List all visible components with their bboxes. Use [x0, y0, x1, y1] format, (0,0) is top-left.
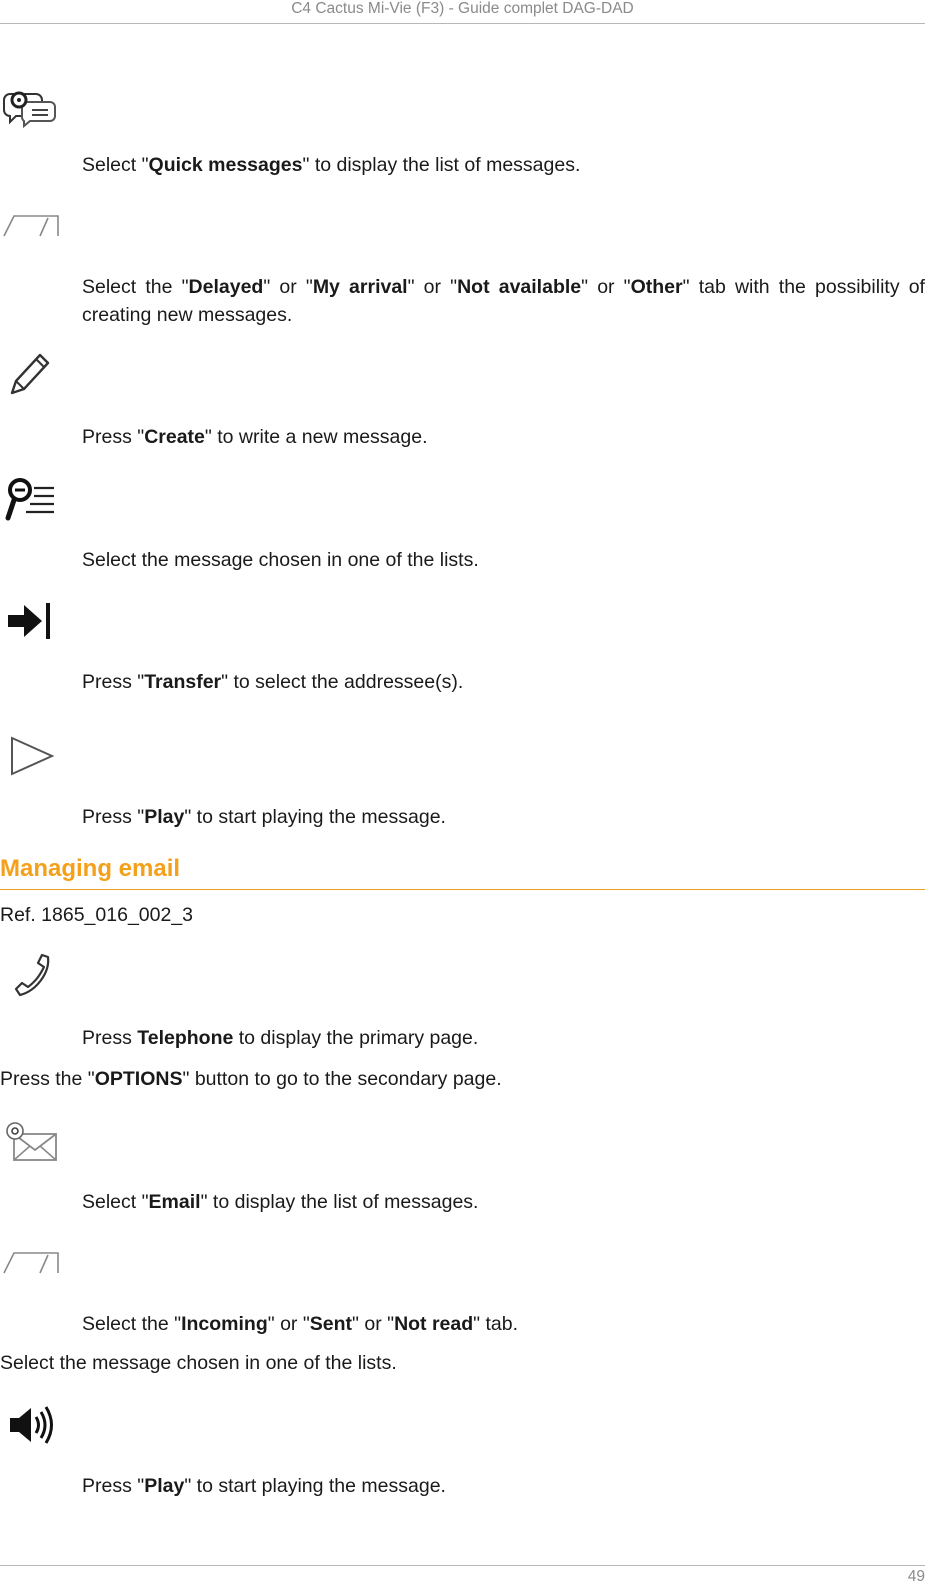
pencil-icon [2, 349, 60, 399]
step-select-message: Select the message chosen in one of the lists. [82, 549, 479, 571]
header-title: C4 Cactus Mi-Vie (F3) - Guide complet DAG-DAD [291, 0, 634, 17]
play-icon [2, 732, 60, 782]
options-label: OPTIONS [94, 1068, 183, 1090]
sent-label: Sent [309, 1313, 353, 1335]
page-number: 49 [907, 1568, 925, 1585]
step-email-select-message: Select the message chosen in one of the lists. [0, 1352, 397, 1374]
step-play: Press "Play" to start playing the message. [82, 806, 446, 828]
step-email: Select "Email" to display the list of messages. [82, 1191, 479, 1213]
tab-icon [2, 206, 60, 256]
footer-divider [0, 1565, 925, 1566]
page-header [0, 0, 925, 24]
step-select-tab: Select the "Delayed" or "My arrival" or "Not available" or "Other" tab with the possibility of creating new messages. [82, 276, 925, 326]
quick-messages-label: Quick messages [148, 154, 303, 176]
delayed-label: Delayed [188, 276, 264, 298]
email-play-label: Play [144, 1475, 185, 1497]
step-quick-messages: Select "Quick messages" to display the list of messages. [82, 154, 581, 176]
my-arrival-label: My arrival [312, 276, 408, 298]
create-label: Create [144, 426, 205, 448]
reference-number: Ref. 1865_016_002_3 [0, 904, 194, 926]
not-read-label: Not read [394, 1313, 474, 1335]
telephone-icon [2, 951, 60, 1001]
tab-icon [2, 1243, 60, 1293]
not-available-label: Not available [457, 276, 582, 298]
quick-messages-icon [2, 82, 60, 132]
section-title-managing-email: Managing email [0, 852, 925, 890]
transfer-icon [2, 597, 60, 647]
step-email-tab: Select the "Incoming" or "Sent" or "Not read" tab. [82, 1313, 519, 1335]
email-label: Email [148, 1191, 201, 1213]
incoming-label: Incoming [181, 1313, 268, 1335]
step-telephone: Press Telephone to display the primary page. [82, 1027, 479, 1049]
step-create: Press "Create" to write a new message. [82, 426, 428, 448]
email-icon [2, 1118, 60, 1168]
step-options: Press the "OPTIONS" button to go to the secondary page. [0, 1068, 502, 1090]
transfer-label: Transfer [144, 671, 222, 693]
speaker-icon [2, 1400, 60, 1450]
select-list-icon [2, 474, 60, 524]
step-email-play: Press "Play" to start playing the message. [82, 1475, 446, 1497]
step-transfer: Press "Transfer" to select the addressee(s). [82, 671, 464, 693]
play-label: Play [144, 806, 185, 828]
other-label: Other [630, 276, 683, 298]
telephone-label: Telephone [137, 1027, 234, 1049]
